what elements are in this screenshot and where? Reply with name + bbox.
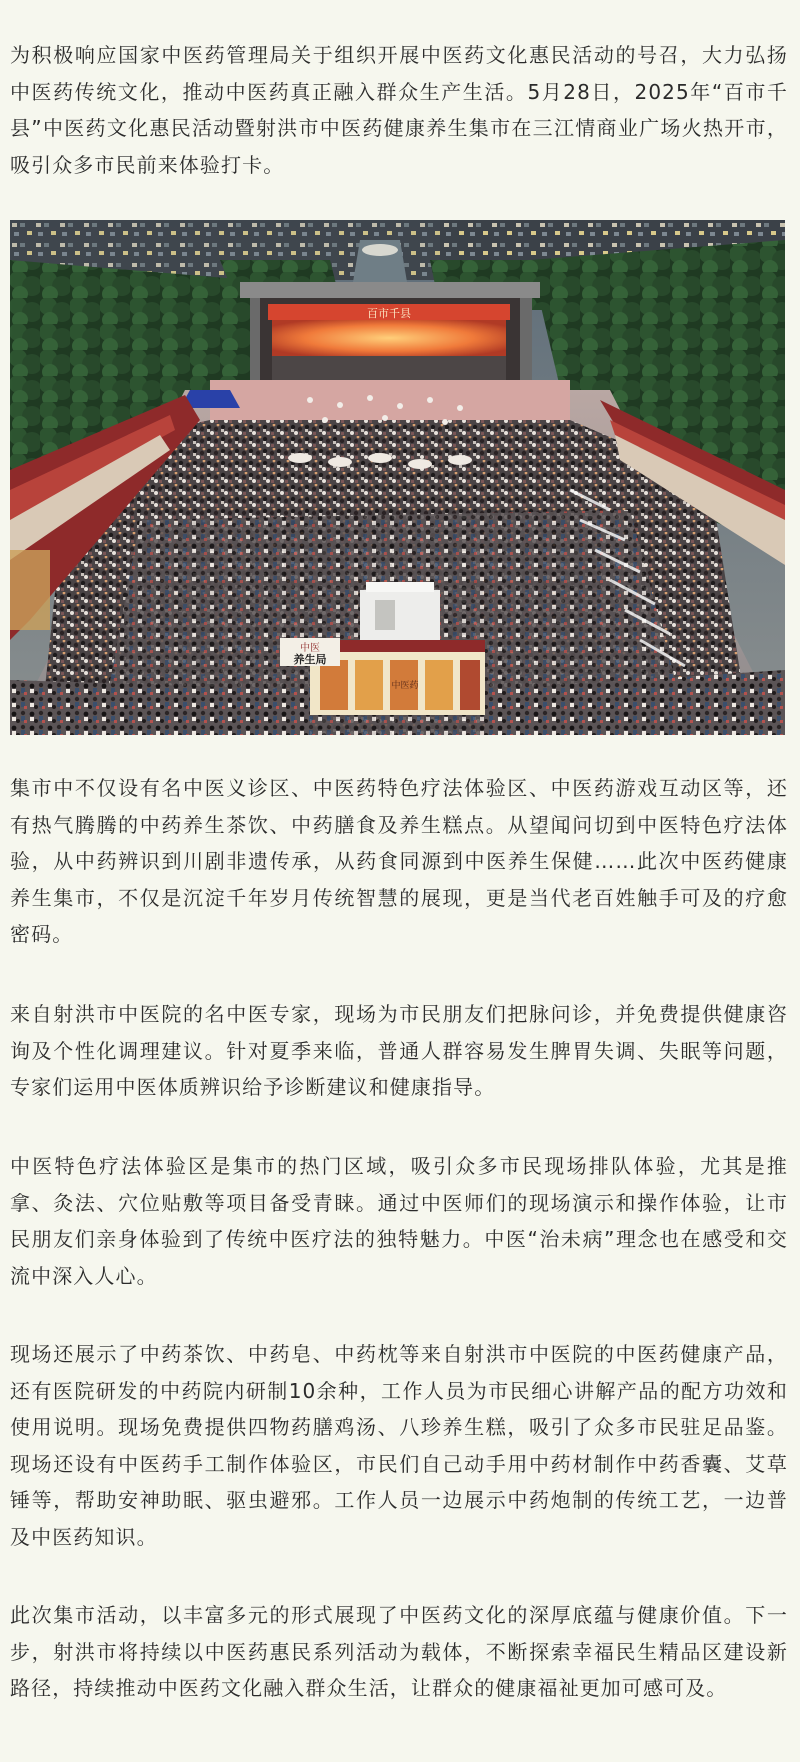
booth-sign-left: 中医 [300,643,320,654]
event-photo [10,220,785,735]
stage-banner-text: 百市千县 [367,307,411,320]
paragraph-products-display: 现场还展示了中药茶饮、中药皂、中药枕等来自射洪市中医院的中医药健康产品，还有医院研发的中药院内研制10余种，工作人员为市民细心讲解产品的配方功效和使用说明。现场免费提供四物药膳鸡汤、八珍养生糕，吸引了众多市民驻足品鉴。现场还设有中医药手工制作体验区，市民们自己动手用中药材制作中药香囊、艾草锤等，帮助安神助眠、驱虫避邪。工作人员一边展示中药炮制的传统工艺，一边普及中医药知识。 [10,1342,788,1549]
paragraph-therapy-area: 中医特色疗法体验区是集市的热门区域，吸引众多市民现场排队体验，尤其是推拿、灸法、穴位贴敷等项目备受青睐。通过中医师们的现场演示和操作体验，让市民朋友们亲身体验到了传统中医疗法的独特魅力。中医“治未病”理念也在感受和交流中深入人心。 [10,1154,788,1288]
paragraph-expert-consultation: 来自射洪市中医院的名中医专家，现场为市民朋友们把脉问诊，并免费提供健康咨询及个性化调理建议。针对夏季来临，普通人群容易发生脾胃失调、失眠等问题，专家们运用中医体质辨识给予诊断建议和健康指导。 [10,1002,788,1099]
booth-panel-text: 中医药 [391,681,419,691]
paragraph-intro: 为积极响应国家中医药管理局关于组织开展中医药文化惠民活动的号召，大力弘扬中医药传统文化，推动中医药真正融入群众生产生活。5月28日，2025年“百市千县”中医药文化惠民活动暨射洪市中医药健康养生集市在三江情商业广场火热开市，吸引众多市民前来体验打卡。 [10,43,788,177]
paragraph-conclusion: 此次集市活动，以丰富多元的形式展现了中医药文化的深厚底蕴与健康价值。下一步，射洪市将持续以中医药惠民系列活动为载体，不断探索幸福民生精品区建设新路径，持续推动中医药文化融入群众生活，让群众的健康福祉更加可感可及。 [10,1603,788,1700]
paragraph-market-zones: 集市中不仅设有名中医义诊区、中医药特色疗法体验区、中医药游戏互动区等，还有热气腾腾的中药养生茶饮、中药膳食及养生糕点。从望闻问切到中医特色疗法体验，从中药辨识到川剧非遗传承，从药食同源到中医养生保健……此次中医药健康养生集市，不仅是沉淀千年岁月传统智慧的展现，更是当代老百姓触手可及的疗愈密码。 [10,776,788,946]
booth-sign-main: 养生局 [293,653,327,666]
